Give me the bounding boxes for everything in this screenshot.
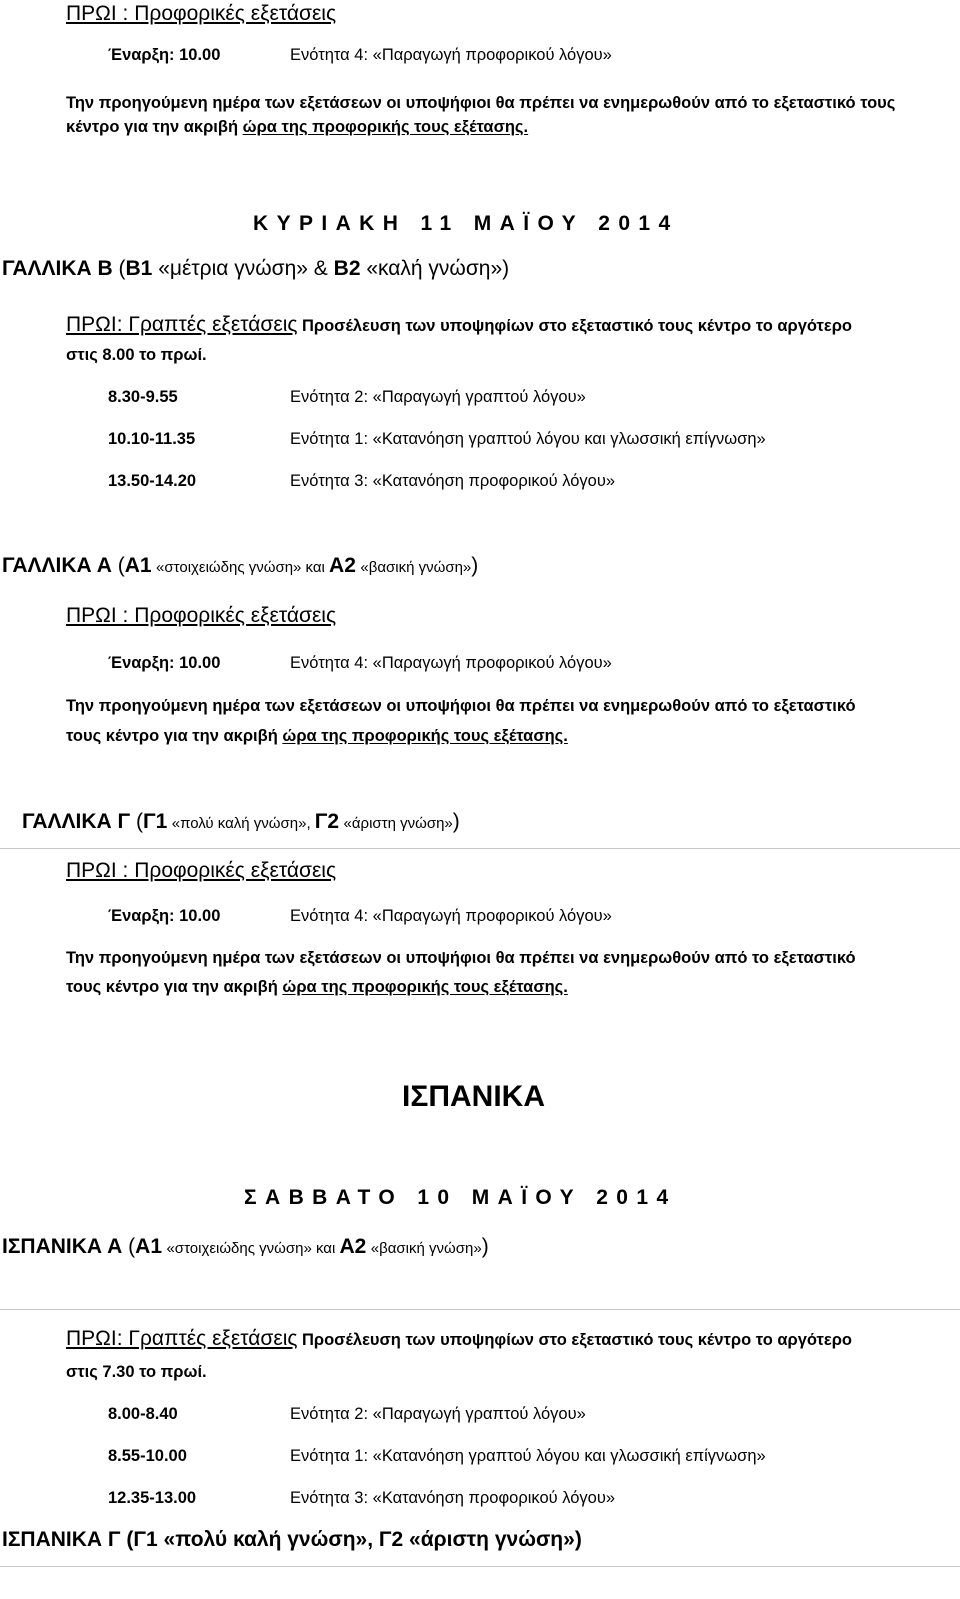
written-heading: ΠΡΩΙ: Γραπτές εξετάσεις xyxy=(66,313,298,336)
level-desc: «άριστη γνώση» xyxy=(343,815,453,832)
level-code: Α1 xyxy=(135,1235,163,1258)
joiner: και xyxy=(311,1240,340,1257)
french-b-heading: ΓΑΛΛΙΚΑ Β (Β1 «μέτρια γνώση» & Β2 «καλή γνώση») xyxy=(2,257,510,280)
level-desc: «βασική γνώση» xyxy=(360,559,472,576)
joiner: , xyxy=(367,1528,379,1551)
joiner: και xyxy=(301,559,330,576)
level-desc: «στοιχειώδης γνώση» xyxy=(156,559,302,576)
schedule-time: 8.30-9.55 xyxy=(108,388,178,406)
notice-text: κέντρο για την ακριβή xyxy=(66,118,243,136)
unit-4-label: Ενότητα 4: «Παραγωγή προφορικού λόγου» xyxy=(290,654,612,672)
level-desc: «μέτρια γνώση» xyxy=(158,257,308,280)
level-name: ΓΑΛΛΙΚΑ Γ xyxy=(22,810,131,833)
french-c-heading: ΓΑΛΛΙΚΑ Γ (Γ1 «πολύ καλή γνώση», Γ2 «άριστη γνώση») xyxy=(22,810,460,833)
level-code: Γ1 xyxy=(142,810,168,833)
schedule-unit: Ενότητα 2: «Παραγωγή γραπτού λόγου» xyxy=(290,1405,586,1423)
notice-line-2 xyxy=(66,727,568,746)
level-name: ΙΣΠΑΝΙΚΑ Α xyxy=(2,1235,123,1258)
level-code: Γ2 xyxy=(314,810,340,833)
unit-4-label: Ενότητα 4: «Παραγωγή προφορικού λόγου» xyxy=(290,46,612,64)
level-code: Β2 xyxy=(333,257,361,280)
level-code: Β1 xyxy=(125,257,153,280)
spanish-title: ΙΣΠΑΝΙΚΑ xyxy=(402,1080,545,1113)
notice-line-1: Την προηγούμενη ημέρα των εξετάσεων οι υποψήφιοι θα πρέπει να ενημερωθούν από το εξεταστικό τους xyxy=(66,94,896,112)
spanish-arrival-time: στις 7.30 το πρωί. xyxy=(66,1363,207,1381)
schedule-time: 8.55-10.00 xyxy=(108,1447,187,1465)
level-name: ΓΑΛΛΙΚΑ Α xyxy=(2,554,112,577)
level-code: Γ1 xyxy=(133,1528,158,1551)
level-desc: «στοιχειώδης γνώση» xyxy=(166,1240,312,1257)
notice-line-2 xyxy=(66,978,568,997)
notice-line-2 xyxy=(66,118,528,137)
notice-line-1: Την προηγούμενη ημέρα των εξετάσεων οι υποψήφιοι θα πρέπει να ενημερωθούν από το εξεταστικό xyxy=(66,697,856,715)
joiner: & xyxy=(307,257,334,280)
arrival-text: Προσέλευση των υποψηφίων στο εξεταστικό τους κέντρο το αργότερο xyxy=(301,317,852,335)
start-time: Έναρξη: 10.00 xyxy=(108,654,221,672)
oral-heading: ΠΡΩΙ : Προφορικές εξετάσεις xyxy=(66,2,337,25)
unit-4-label: Ενότητα 4: «Παραγωγή προφορικού λόγου» xyxy=(290,907,612,925)
schedule-time: 12.35-13.00 xyxy=(108,1489,197,1507)
divider xyxy=(0,848,960,849)
divider xyxy=(0,1309,960,1310)
schedule-unit: Ενότητα 1: «Κατανόηση γραπτού λόγου και γλωσσική επίγνωση» xyxy=(290,430,766,448)
schedule-unit: Ενότητα 1: «Κατανόηση γραπτού λόγου και γλωσσική επίγνωση» xyxy=(290,1447,766,1465)
level-code: Γ2 xyxy=(378,1528,404,1551)
schedule-unit: Ενότητα 3: «Κατανόηση προφορικού λόγου» xyxy=(290,472,616,490)
notice-line-1: Την προηγούμενη ημέρα των εξετάσεων οι υποψήφιοι θα πρέπει να ενημερωθούν από το εξεταστικό xyxy=(66,949,856,967)
french-arrival-time: στις 8.00 το πρωί. xyxy=(66,346,207,364)
spanish-a-heading: ΙΣΠΑΝΙΚΑ Α (Α1 «στοιχειώδης γνώση» και Α2 «βασική γνώση») xyxy=(2,1235,489,1258)
written-heading-line xyxy=(66,1327,852,1351)
schedule-unit: Ενότητα 3: «Κατανόηση προφορικού λόγου» xyxy=(290,1489,616,1507)
sunday-date: ΚΥΡΙΑΚΗ 11 ΜΑΪΟΥ 2014 xyxy=(253,212,679,235)
schedule-time: 8.00-8.40 xyxy=(108,1405,178,1423)
level-code: Α1 xyxy=(124,554,152,577)
joiner: , xyxy=(306,815,315,832)
oral-heading: ΠΡΩΙ : Προφορικές εξετάσεις xyxy=(66,604,337,627)
written-heading: ΠΡΩΙ: Γραπτές εξετάσεις xyxy=(66,1327,298,1350)
notice-underlined: ώρα της προφορικής τους εξέτασης. xyxy=(242,118,529,136)
level-code: Α2 xyxy=(339,1235,367,1258)
spanish-c-heading: ΙΣΠΑΝΙΚΑ Γ (Γ1 «πολύ καλή γνώση», Γ2 «άριστη γνώση») xyxy=(2,1528,582,1551)
start-time: Έναρξη: 10.00 xyxy=(108,907,221,925)
level-desc: «πολύ καλή γνώση» xyxy=(163,1528,368,1551)
divider xyxy=(0,1566,960,1567)
french-a-heading: ΓΑΛΛΙΚΑ Α (Α1 «στοιχειώδης γνώση» και Α2 «βασική γνώση») xyxy=(2,554,479,577)
notice-text: τους κέντρο για την ακριβή xyxy=(66,978,283,996)
level-desc: «καλή γνώση» xyxy=(366,257,503,280)
level-desc: «άριστη γνώση» xyxy=(409,1528,575,1551)
level-desc: «βασική γνώση» xyxy=(370,1240,482,1257)
saturday-date: ΣΑΒΒΑΤΟ 10 ΜΑΪΟΥ 2014 xyxy=(244,1186,677,1209)
level-name: ΓΑΛΛΙΚΑ Β xyxy=(2,257,113,280)
level-name: ΙΣΠΑΝΙΚΑ Γ xyxy=(2,1528,121,1551)
notice-underlined: ώρα της προφορικής τους εξέτασης. xyxy=(282,727,568,745)
arrival-text: Προσέλευση των υποψηφίων στο εξεταστικό τους κέντρο το αργότερο xyxy=(301,1331,852,1349)
level-code: Α2 xyxy=(329,554,356,577)
written-heading-line xyxy=(66,313,852,337)
schedule-time: 10.10-11.35 xyxy=(108,430,196,448)
schedule-time: 13.50-14.20 xyxy=(108,472,197,490)
notice-text: τους κέντρο για την ακριβή xyxy=(66,727,283,745)
oral-heading: ΠΡΩΙ : Προφορικές εξετάσεις xyxy=(66,859,337,882)
start-time: Έναρξη: 10.00 xyxy=(108,46,221,64)
level-desc: «πολύ καλή γνώση» xyxy=(171,815,307,832)
notice-underlined: ώρα της προφορικής τους εξέτασης. xyxy=(282,978,568,996)
schedule-unit: Ενότητα 2: «Παραγωγή γραπτού λόγου» xyxy=(290,388,586,406)
